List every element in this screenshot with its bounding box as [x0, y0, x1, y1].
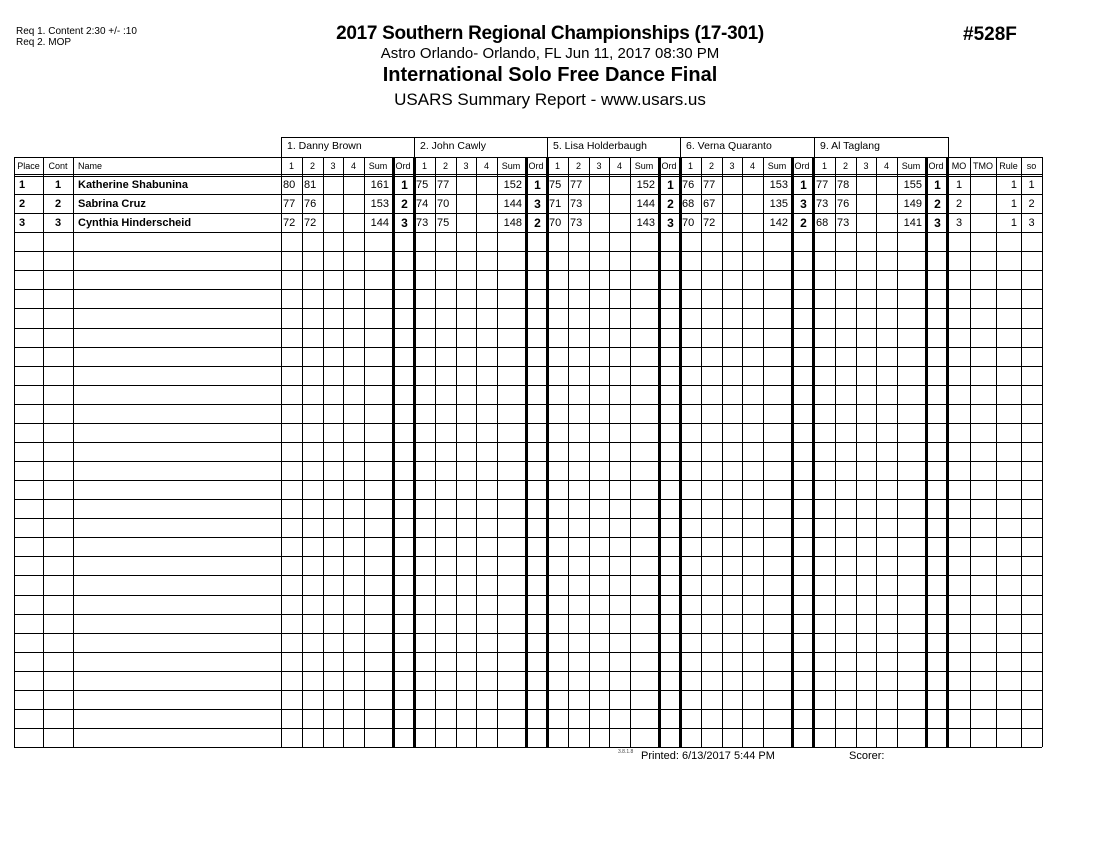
- judge-score: 72: [703, 217, 716, 229]
- judge-score: [456, 215, 476, 232]
- competition-title: 2017 Southern Regional Championships (17-301): [336, 23, 764, 44]
- grid-line: [14, 671, 1042, 672]
- judge-score: 67: [703, 198, 716, 210]
- grid-line: [876, 157, 877, 747]
- judge-score: 80: [283, 179, 296, 191]
- judge-score: [609, 215, 630, 232]
- col-header-judge4-ord: Ord: [794, 161, 810, 171]
- judge-header-2: 2. John Cawly: [420, 140, 486, 152]
- grid-line: [742, 157, 743, 747]
- grid-line: [14, 556, 1042, 557]
- grid-line: [589, 157, 590, 747]
- col-header-judge4-3: 3: [729, 161, 735, 171]
- grid-line: [14, 633, 1042, 634]
- judge-score: 78: [837, 179, 850, 191]
- judge-score: [456, 196, 476, 213]
- judge-score: 73: [837, 217, 850, 229]
- grid-line: [14, 251, 1042, 252]
- grid-line: [497, 157, 498, 747]
- grid-line: [14, 728, 1042, 729]
- grid-line: [414, 157, 415, 747]
- report-title: USARS Summary Report - www.usars.us: [394, 90, 706, 109]
- col-header-so: so: [1026, 161, 1037, 171]
- rule-cell: 1: [1010, 179, 1017, 191]
- so-cell: 2: [1028, 198, 1035, 210]
- col-header-rule: Rule: [999, 161, 1018, 171]
- judge-score: 81: [304, 179, 317, 191]
- mo-cell: 2: [955, 198, 963, 210]
- judge-score: 77: [570, 179, 583, 191]
- so-cell: 1: [1028, 179, 1035, 191]
- judge-score: [476, 196, 497, 213]
- judge-ordinal: 3: [534, 197, 541, 211]
- grid-line: [14, 614, 1042, 615]
- grid-line: [414, 137, 415, 157]
- col-header-judge2-1: 1: [421, 161, 427, 171]
- col-header-judge5-ord: Ord: [928, 161, 944, 171]
- grid-line: [814, 137, 815, 157]
- judge-score: [876, 196, 897, 213]
- col-header-judge5-4: 4: [883, 161, 889, 171]
- judge-score: 71: [549, 198, 562, 210]
- judge-ordinal: 3: [800, 197, 807, 211]
- grid-line: [630, 157, 631, 747]
- judge-sum: 135: [769, 198, 788, 210]
- judge-score: [343, 215, 364, 232]
- judge-ordinal: 2: [800, 216, 807, 230]
- col-header-judge1-2: 2: [309, 161, 315, 171]
- judge-ordinal: 2: [667, 197, 674, 211]
- so-cell: 3: [1028, 217, 1035, 229]
- judge-score: [589, 196, 609, 213]
- judge-sum: 144: [370, 217, 389, 229]
- col-header-tmo: TMO: [973, 161, 993, 171]
- grid-line: [14, 595, 1042, 596]
- col-header-judge5-1: 1: [821, 161, 827, 171]
- cont-cell: 1: [54, 179, 62, 191]
- grid-line: [14, 385, 1042, 386]
- col-header-mo: MO: [951, 161, 967, 171]
- judge-score: [476, 215, 497, 232]
- grid-line: [547, 137, 548, 157]
- grid-line: [14, 366, 1042, 367]
- grid-line: [835, 157, 836, 747]
- grid-line: [14, 690, 1042, 691]
- venue-datetime: Astro Orlando- Orlando, FL Jun 11, 2017 08:30 PM: [380, 45, 720, 62]
- grid-line: [73, 157, 74, 747]
- grid-line: [856, 157, 857, 747]
- grid-line: [14, 423, 1042, 424]
- grid-line: [791, 157, 794, 747]
- grid-line: [609, 157, 610, 747]
- cont-cell: 2: [54, 198, 62, 210]
- judge-score: 70: [437, 198, 450, 210]
- judge-header-1: 1. Danny Brown: [287, 140, 362, 152]
- judge-score: 76: [304, 198, 317, 210]
- col-header-judge5-3: 3: [863, 161, 869, 171]
- grid-line: [680, 157, 681, 747]
- judge-score: [856, 215, 876, 232]
- grid-line: [948, 137, 949, 157]
- judge-ordinal: 2: [934, 197, 941, 211]
- grid-line: [14, 194, 1042, 195]
- col-header-name: Name: [78, 161, 103, 171]
- judge-header-3: 5. Lisa Holderbaugh: [553, 140, 647, 152]
- grid-line: [14, 270, 1042, 271]
- place-cell: 3: [19, 217, 26, 229]
- mo-cell: 3: [955, 217, 963, 229]
- skater-name: Katherine Shabunina: [78, 179, 189, 191]
- col-header-cont: Cont: [48, 161, 68, 171]
- grid-line: [14, 499, 1042, 500]
- judge-ordinal: 2: [534, 216, 541, 230]
- grid-line: [43, 157, 44, 747]
- grid-line: [14, 328, 1042, 329]
- col-header-judge4-sum: Sum: [767, 161, 787, 171]
- place-cell: 1: [19, 179, 26, 191]
- judge-header-5: 9. Al Taglang: [820, 140, 880, 152]
- grid-line: [435, 157, 436, 747]
- grid-line: [14, 347, 1042, 348]
- tmo-cell: [970, 215, 996, 232]
- judge-score: [876, 177, 897, 194]
- col-header-judge2-ord: Ord: [528, 161, 544, 171]
- grid-line: [14, 404, 1042, 405]
- grid-line: [14, 652, 1042, 653]
- grid-line: [568, 157, 569, 747]
- judge-score: [609, 177, 630, 194]
- grid-line: [722, 157, 723, 747]
- judge-ordinal: 1: [401, 178, 408, 192]
- judge-score: 75: [416, 179, 429, 191]
- judge-score: 75: [437, 217, 450, 229]
- col-header-judge1-1: 1: [288, 161, 294, 171]
- judge-score: 68: [816, 217, 829, 229]
- judge-score: 76: [837, 198, 850, 210]
- grid-line: [814, 157, 815, 747]
- col-header-place: Place: [17, 161, 40, 171]
- col-header-judge3-1: 1: [554, 161, 560, 171]
- judge-sum: 152: [636, 179, 655, 191]
- judge-score: [323, 196, 343, 213]
- judge-score: 72: [304, 217, 317, 229]
- grid-line: [14, 575, 1042, 576]
- judge-score: 73: [570, 198, 583, 210]
- judge-sum: 143: [636, 217, 655, 229]
- grid-line: [14, 442, 1042, 443]
- grid-line: [14, 157, 15, 747]
- event-title: International Solo Free Dance Final: [382, 64, 718, 86]
- scorer-label: Scorer:: [849, 750, 885, 762]
- judge-sum: 161: [370, 179, 389, 191]
- col-header-judge5-sum: Sum: [901, 161, 921, 171]
- col-header-judge1-3: 3: [330, 161, 336, 171]
- grid-line: [946, 157, 949, 747]
- judge-ordinal: 1: [800, 178, 807, 192]
- grid-line: [925, 157, 928, 747]
- judge-score: [589, 177, 609, 194]
- judge-ordinal: 3: [667, 216, 674, 230]
- rule-cell: 1: [1010, 217, 1017, 229]
- printed-timestamp: Printed: 6/13/2017 5:44 PM: [641, 750, 775, 762]
- mo-cell: 1: [955, 179, 963, 191]
- judge-score: [456, 177, 476, 194]
- judge-score: [589, 215, 609, 232]
- col-header-judge4-1: 1: [687, 161, 693, 171]
- judge-ordinal: 3: [934, 216, 941, 230]
- judge-score: 77: [283, 198, 296, 210]
- judge-sum: 142: [769, 217, 788, 229]
- grid-line: [525, 157, 528, 747]
- judge-score: 73: [570, 217, 583, 229]
- grid-line: [1042, 157, 1043, 747]
- col-header-judge4-4: 4: [749, 161, 755, 171]
- col-header-judge1-4: 4: [350, 161, 356, 171]
- col-header-judge4-2: 2: [708, 161, 714, 171]
- judge-score: [742, 215, 763, 232]
- col-header-judge2-4: 4: [483, 161, 489, 171]
- grid-line: [14, 537, 1042, 538]
- judge-ordinal: 1: [534, 178, 541, 192]
- grid-line: [14, 213, 1042, 214]
- place-cell: 2: [19, 198, 26, 210]
- judge-score: 74: [416, 198, 429, 210]
- judge-sum: 153: [769, 179, 788, 191]
- judge-score: [722, 177, 742, 194]
- judge-header-4: 6. Verna Quaranto: [686, 140, 772, 152]
- tmo-cell: [970, 177, 996, 194]
- grid-line: [364, 157, 365, 747]
- judge-sum: 152: [503, 179, 522, 191]
- col-header-judge1-ord: Ord: [395, 161, 411, 171]
- judge-score: 76: [682, 179, 695, 191]
- judge-score: 70: [682, 217, 695, 229]
- grid-line: [658, 157, 661, 747]
- judge-score: [343, 196, 364, 213]
- grid-line: [14, 709, 1042, 710]
- judge-ordinal: 2: [401, 197, 408, 211]
- grid-line: [1021, 157, 1022, 747]
- grid-line: [14, 174, 1042, 175]
- judge-score: [742, 177, 763, 194]
- judge-score: 77: [437, 179, 450, 191]
- col-header-judge3-4: 4: [616, 161, 622, 171]
- judge-sum: 153: [370, 198, 389, 210]
- judge-ordinal: 1: [934, 178, 941, 192]
- col-header-judge5-2: 2: [842, 161, 848, 171]
- judge-score: 68: [682, 198, 695, 210]
- judge-score: [856, 196, 876, 213]
- grid-line: [281, 157, 282, 747]
- judge-ordinal: 3: [401, 216, 408, 230]
- skater-name: Sabrina Cruz: [78, 198, 146, 210]
- judge-score: [856, 177, 876, 194]
- grid-line: [392, 157, 395, 747]
- judge-ordinal: 1: [667, 178, 674, 192]
- software-version: 3.8.1.8: [618, 749, 634, 755]
- judge-score: 77: [703, 179, 716, 191]
- col-header-judge3-ord: Ord: [661, 161, 677, 171]
- judge-sum: 148: [503, 217, 522, 229]
- col-header-judge2-2: 2: [442, 161, 448, 171]
- grid-line: [14, 289, 1042, 290]
- grid-line: [343, 157, 344, 747]
- grid-line: [547, 157, 548, 747]
- judge-score: [323, 177, 343, 194]
- grid-line: [680, 137, 681, 157]
- grid-line: [323, 157, 324, 747]
- grid-line: [14, 232, 1042, 233]
- grid-line: [763, 157, 764, 747]
- rule-cell: 1: [1010, 198, 1017, 210]
- judge-score: 77: [816, 179, 829, 191]
- judge-score: [323, 215, 343, 232]
- col-header-judge1-sum: Sum: [368, 161, 388, 171]
- skater-name: Cynthia Hinderscheid: [78, 217, 192, 229]
- judge-score: [742, 196, 763, 213]
- judge-score: [476, 177, 497, 194]
- grid-line: [14, 480, 1042, 481]
- grid-line: [14, 747, 1042, 748]
- judge-sum: 144: [503, 198, 522, 210]
- judge-score: [876, 215, 897, 232]
- grid-line: [14, 518, 1042, 519]
- grid-line: [996, 157, 997, 747]
- col-header-judge3-sum: Sum: [634, 161, 654, 171]
- grid-line: [14, 461, 1042, 462]
- judge-sum: 149: [903, 198, 922, 210]
- judge-score: 73: [816, 198, 829, 210]
- grid-line: [897, 157, 898, 747]
- col-header-judge3-2: 2: [575, 161, 581, 171]
- event-number: #528F: [963, 24, 1017, 45]
- judge-sum: 141: [903, 217, 922, 229]
- requirement-1: Req 1. Content 2:30 +/- :10: [16, 26, 137, 37]
- judge-sum: 144: [636, 198, 655, 210]
- grid-line: [476, 157, 477, 747]
- requirement-2: Req 2. MOP: [16, 37, 72, 48]
- judge-sum: 155: [903, 179, 922, 191]
- judge-score: [343, 177, 364, 194]
- grid-line: [14, 308, 1042, 309]
- judge-score: 72: [283, 217, 296, 229]
- judge-score: 75: [549, 179, 562, 191]
- judge-score: [722, 215, 742, 232]
- tmo-cell: [970, 196, 996, 213]
- grid-line: [302, 157, 303, 747]
- judge-score: [722, 196, 742, 213]
- col-header-judge3-3: 3: [596, 161, 602, 171]
- col-header-judge2-3: 3: [463, 161, 469, 171]
- col-header-judge2-sum: Sum: [501, 161, 521, 171]
- grid-line: [701, 157, 702, 747]
- judge-score: 70: [549, 217, 562, 229]
- judge-score: [609, 196, 630, 213]
- judge-score: 73: [416, 217, 429, 229]
- grid-line: [970, 157, 971, 747]
- grid-line: [456, 157, 457, 747]
- grid-line: [281, 137, 282, 157]
- cont-cell: 3: [54, 217, 62, 229]
